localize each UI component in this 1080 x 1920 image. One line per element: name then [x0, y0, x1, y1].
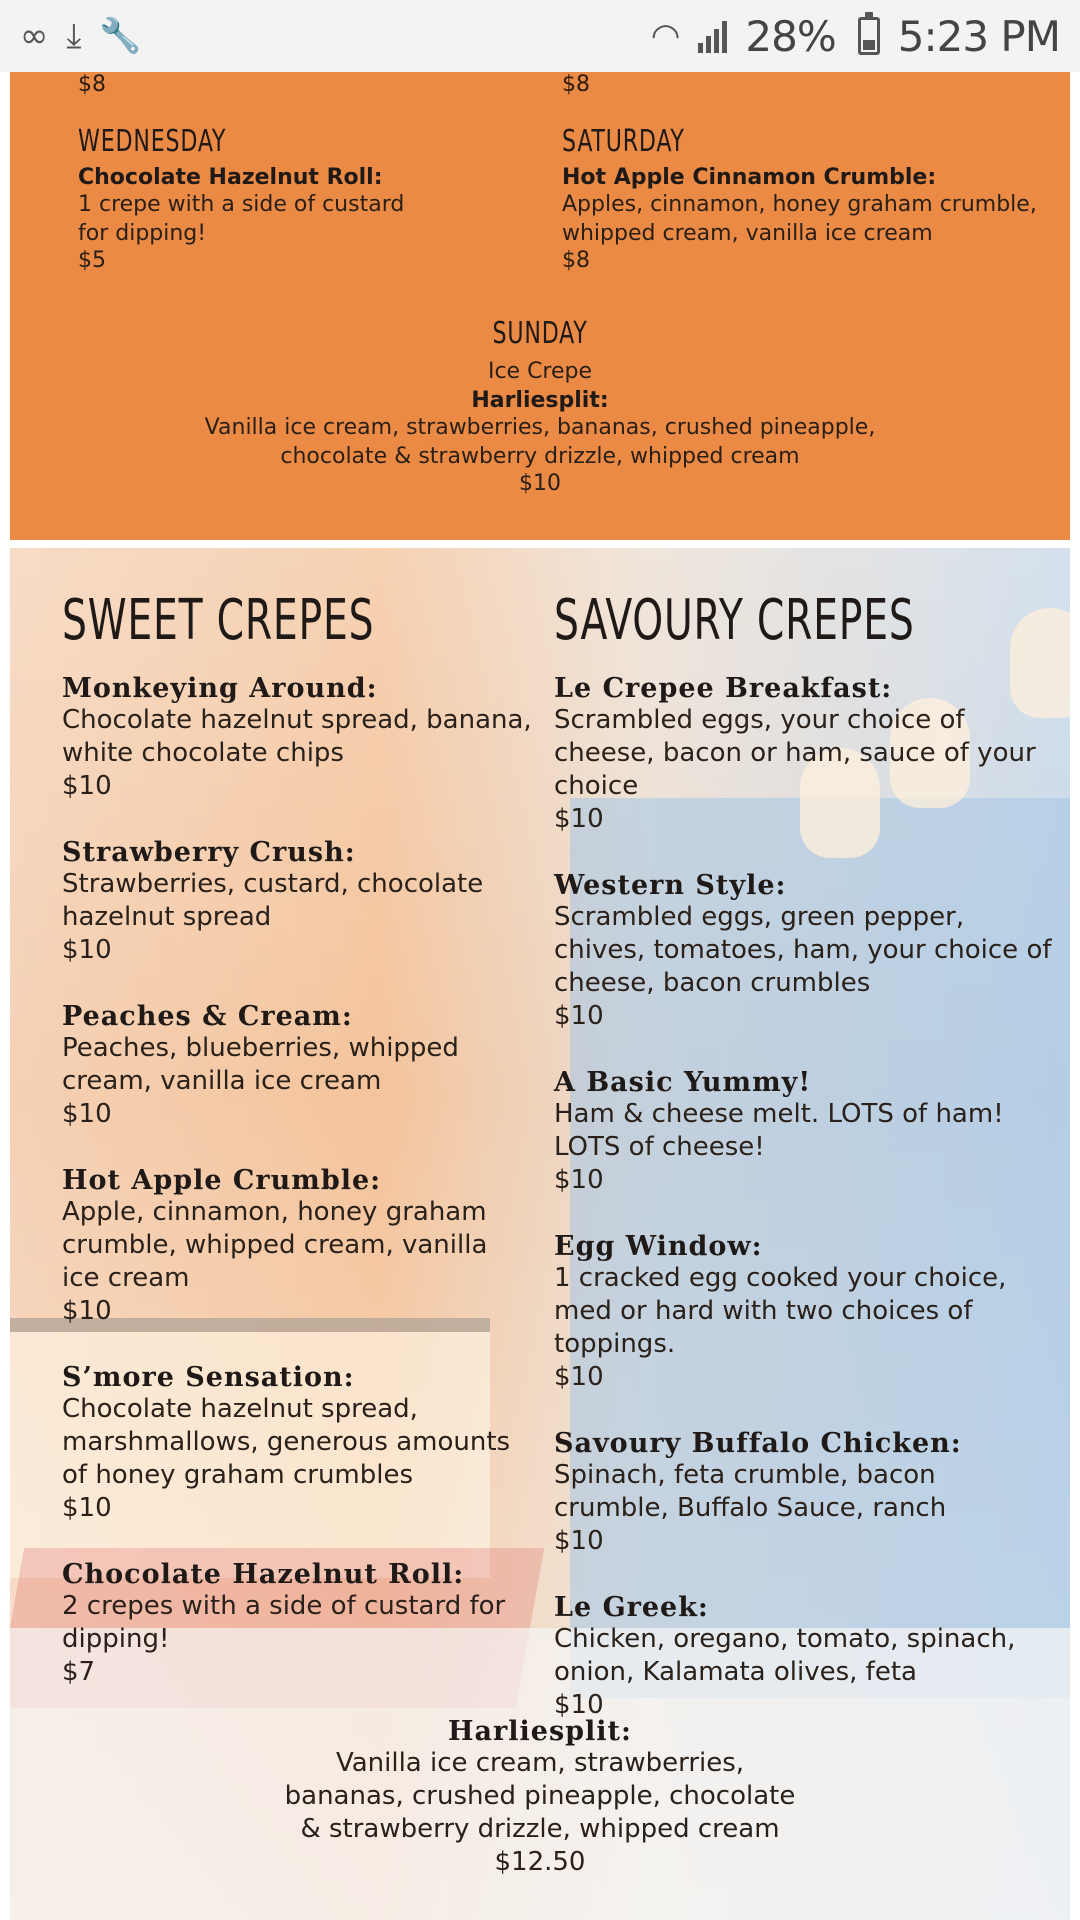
- item-name: Chocolate Hazelnut Roll:: [62, 1559, 465, 1590]
- menu-item: [554, 1067, 1054, 1197]
- item-price: $10: [62, 1493, 112, 1523]
- item-price: $10: [62, 935, 112, 965]
- item-name: S’more Sensation:: [62, 1362, 355, 1393]
- item-price: $10: [554, 1526, 604, 1556]
- day-title: SUNDAY: [492, 316, 588, 351]
- wifi-icon: ◠: [650, 16, 681, 56]
- item-description: Scrambled eggs, your choice of cheese, bacon or ham, sauce of your choice: [554, 705, 1036, 801]
- item-description: Peaches, blueberries, whipped cream, vanilla ice cream: [62, 1033, 459, 1096]
- sunday-special: [10, 316, 1070, 496]
- item-name: Harliesplit:: [471, 388, 609, 413]
- clock: 5:23 PM: [897, 11, 1060, 61]
- item-description: 1 cracked egg cooked your choice, med or hard with two choices of toppings.: [554, 1263, 1007, 1359]
- item-name: Peaches & Cream:: [62, 1001, 353, 1032]
- item-price: $10: [554, 1165, 604, 1195]
- menu-item: [554, 870, 1054, 1033]
- item-subtitle: Ice Crepe: [487, 359, 593, 384]
- item-name: Chocolate Hazelnut Roll:: [78, 165, 383, 190]
- item-price: $5: [78, 248, 106, 273]
- item-description: Apples, cinnamon, honey graham crumble, whipped cream, vanilla ice cream: [562, 192, 1037, 246]
- harliesplit-item: [10, 1716, 1070, 1879]
- voicemail-icon: ∞: [20, 16, 49, 56]
- item-name: Monkeying Around:: [62, 673, 378, 704]
- item-price: $10: [62, 771, 112, 801]
- section-title: SAVOURY CREPES: [554, 588, 915, 653]
- menu-item: [554, 1231, 1054, 1394]
- savoury-crepes-column: [554, 588, 1054, 1756]
- item-name: Harliesplit:: [448, 1716, 632, 1747]
- menu-item: [62, 1001, 532, 1131]
- wednesday-special: [78, 124, 558, 273]
- item-description: 2 crepes with a side of custard for dipping!: [62, 1591, 506, 1654]
- menu-item: [62, 1559, 532, 1689]
- day-title: SATURDAY: [562, 124, 685, 159]
- item-price: $7: [62, 1657, 96, 1687]
- menu-item: [62, 673, 532, 803]
- item-name: Hot Apple Crumble:: [62, 1165, 382, 1196]
- sweet-crepes-list: [62, 673, 532, 1689]
- item-description: Chicken, oregano, tomato, spinach, onion, Kalamata olives, feta: [554, 1624, 1016, 1687]
- item-name: Western Style:: [554, 870, 787, 901]
- day-title: WEDNESDAY: [78, 124, 227, 159]
- top-price-left: $8: [78, 72, 106, 97]
- status-right: [651, 12, 1060, 61]
- menu-item: [554, 1592, 1054, 1722]
- item-name: Strawberry Crush:: [62, 837, 356, 868]
- battery-icon: [858, 17, 880, 55]
- daily-specials-section: [10, 72, 1070, 540]
- item-price: $10: [554, 1001, 604, 1031]
- item-price: $10: [519, 471, 561, 496]
- savoury-crepes-list: [554, 673, 1054, 1722]
- item-description: Vanilla ice cream, strawberries, bananas, crushed pineapple, chocolate & strawberry drizzle, whipped cream: [204, 415, 876, 469]
- item-name: Egg Window:: [554, 1231, 763, 1262]
- menu-item: [62, 1165, 532, 1328]
- item-price: $10: [62, 1296, 112, 1326]
- item-description: Scrambled eggs, green pepper, chives, tomatoes, ham, your choice of cheese, bacon crumbles: [554, 902, 1052, 998]
- item-description: 1 crepe with a side of custard for dipping!: [78, 192, 405, 246]
- signal-icon: [698, 19, 727, 53]
- item-name: Savoury Buffalo Chicken:: [554, 1428, 962, 1459]
- download-icon: ⤓: [66, 16, 82, 56]
- battery-percent: 28%: [745, 11, 836, 61]
- crepes-menu-section: [10, 548, 1070, 1920]
- item-description: Spinach, feta crumble, bacon crumble, Buffalo Sauce, ranch: [554, 1460, 947, 1523]
- menu-item: [62, 837, 532, 967]
- item-price: $10: [62, 1099, 112, 1129]
- item-description: Ham & cheese melt. LOTS of ham! LOTS of cheese!: [554, 1099, 1004, 1162]
- item-description: Chocolate hazelnut spread, marshmallows, generous amounts of honey graham crumbles: [62, 1394, 511, 1490]
- item-price: $12.50: [494, 1847, 586, 1877]
- menu-item: [62, 1362, 532, 1525]
- item-description: Strawberries, custard, chocolate hazelnut spread: [62, 869, 484, 932]
- status-bar: [0, 0, 1080, 72]
- item-name: Le Greek:: [554, 1592, 709, 1623]
- item-description: Vanilla ice cream, strawberries, bananas, crushed pineapple, chocolate & strawberry drizzle, whipped cream: [284, 1748, 796, 1844]
- item-price: $8: [562, 248, 590, 273]
- saturday-special: [562, 124, 1062, 273]
- item-price: $10: [554, 1362, 604, 1392]
- sweet-crepes-column: [62, 588, 532, 1723]
- item-price: $10: [554, 804, 604, 834]
- menu-item: [554, 1428, 1054, 1558]
- item-price: $10: [554, 1690, 604, 1720]
- section-title: SWEET CREPES: [62, 588, 375, 653]
- status-left: [20, 16, 142, 56]
- item-name: Hot Apple Cinnamon Crumble:: [562, 165, 937, 190]
- item-description: Apple, cinnamon, honey graham crumble, whipped cream, vanilla ice cream: [62, 1197, 488, 1293]
- item-name: A Basic Yummy!: [554, 1067, 812, 1098]
- item-name: Le Crepee Breakfast:: [554, 673, 893, 704]
- wrench-icon: 🔧: [99, 16, 142, 56]
- item-description: Chocolate hazelnut spread, banana, white chocolate chips: [62, 705, 532, 768]
- menu-item: [554, 673, 1054, 836]
- top-price-right: $8: [562, 72, 590, 97]
